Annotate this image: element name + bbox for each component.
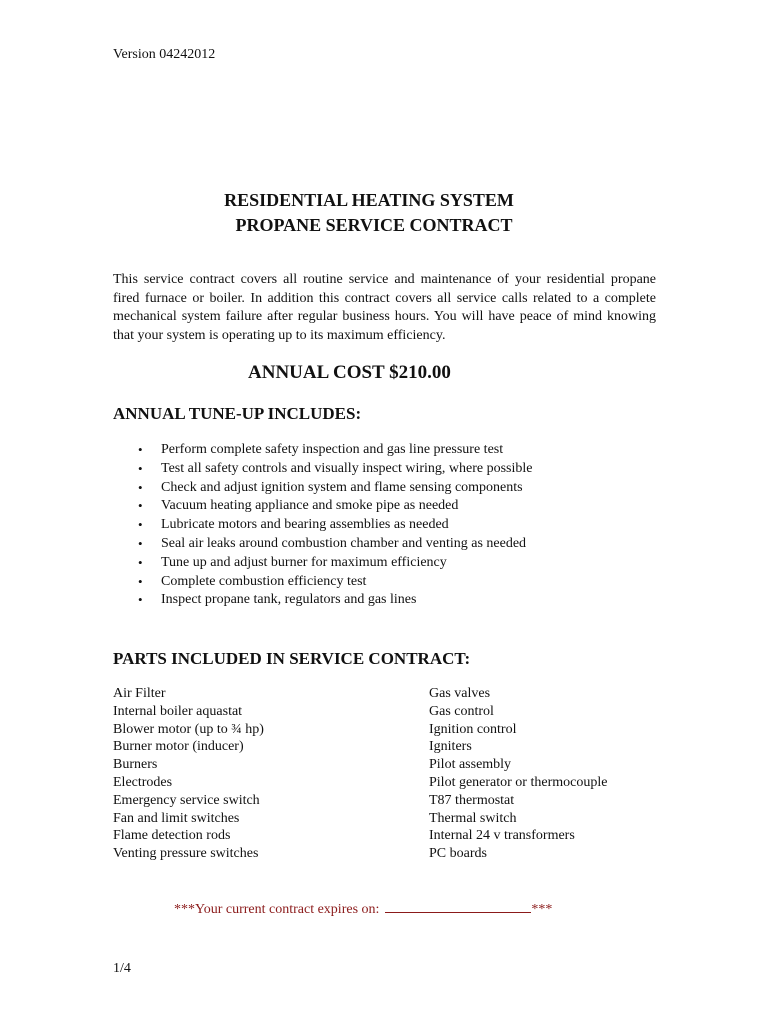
intro-paragraph: This service contract covers all routine service and maintenance of your residential propane fired furnace or boiler. In addition this contract covers all service calls related to a complete mechanical system failure after regular business hours. You will have peace of mind knowing that your system is operating up to its maximum efficiency. — [113, 272, 656, 343]
bullet-icon: • — [138, 592, 143, 608]
list-item: Burners — [113, 757, 158, 773]
list-item: • Tune up and adjust burner for maximum efficiency — [0, 554, 533, 573]
expiry-suffix: *** — [531, 902, 553, 917]
list-item: Internal boiler aquastat — [113, 703, 243, 719]
list-item: Burner motor (inducer) — [113, 739, 244, 755]
page-number: 1/4 — [113, 961, 131, 976]
list-item: Fan and limit switches — [113, 810, 240, 826]
list-item: Blower motor (up to ¾ hp) — [113, 721, 264, 737]
title-line-1: RESIDENTIAL HEATING SYSTEM — [224, 190, 514, 210]
list-item: PC boards — [429, 846, 487, 862]
list-item: Gas control — [429, 703, 494, 719]
bullet-icon: • — [138, 479, 143, 495]
bullet-icon: • — [138, 442, 143, 457]
list-item: • Lubricate motors and bearing assemblies as needed — [0, 516, 533, 535]
parts-list-left — [113, 685, 264, 863]
list-item: • Vacuum heating appliance and smoke pipe as needed — [0, 497, 533, 516]
parts-heading: PARTS INCLUDED IN SERVICE CONTRACT: — [113, 649, 471, 668]
tune-up-list — [0, 441, 533, 610]
tune-up-heading: ANNUAL TUNE-UP INCLUDES: — [113, 404, 362, 423]
version-label: Version 04242012 — [113, 47, 216, 62]
expiry-date-blank — [385, 900, 531, 913]
bullet-icon: • — [138, 554, 143, 570]
list-item: • Inspect propane tank, regulators and gas lines — [0, 591, 533, 610]
expiry-prefix: ***Your current contract expires on: — [174, 902, 380, 917]
list-item: Ignition control — [429, 721, 517, 737]
list-item: • Seal air leaks around combustion chamber and venting as needed — [0, 535, 533, 554]
list-item: Igniters — [429, 739, 472, 755]
list-item: Pilot assembly — [429, 757, 512, 773]
list-item: Flame detection rods — [113, 828, 231, 844]
contract-expiry-notice — [174, 900, 552, 919]
parts-list-right — [429, 685, 607, 863]
list-item: Pilot generator or thermocouple — [429, 774, 608, 790]
list-item: Air Filter — [113, 686, 166, 701]
bullet-icon: • — [138, 573, 143, 589]
list-item: Electrodes — [113, 774, 173, 790]
list-item: • Test all safety controls and visually inspect wiring, where possible — [0, 460, 533, 479]
list-item: • Complete combustion efficiency test — [0, 573, 533, 592]
bullet-icon: • — [138, 460, 143, 476]
document-title — [0, 188, 768, 238]
list-item: • Check and adjust ignition system and flame sensing components — [0, 479, 533, 498]
annual-cost: ANNUAL COST $210.00 — [248, 362, 451, 383]
list-item: Emergency service switch — [113, 792, 260, 808]
bullet-icon: • — [138, 517, 143, 533]
bullet-icon: • — [138, 498, 143, 514]
list-item: Venting pressure switches — [113, 846, 259, 862]
list-item: Gas valves — [429, 686, 491, 701]
title-line-2: PROPANE SERVICE CONTRACT — [235, 215, 513, 235]
list-item: • Perform complete safety inspection and gas line pressure test — [0, 441, 533, 460]
bullet-icon: • — [138, 535, 143, 551]
list-item: Internal 24 v transformers — [429, 828, 575, 844]
list-item: Thermal switch — [429, 810, 517, 826]
list-item: T87 thermostat — [429, 792, 515, 808]
